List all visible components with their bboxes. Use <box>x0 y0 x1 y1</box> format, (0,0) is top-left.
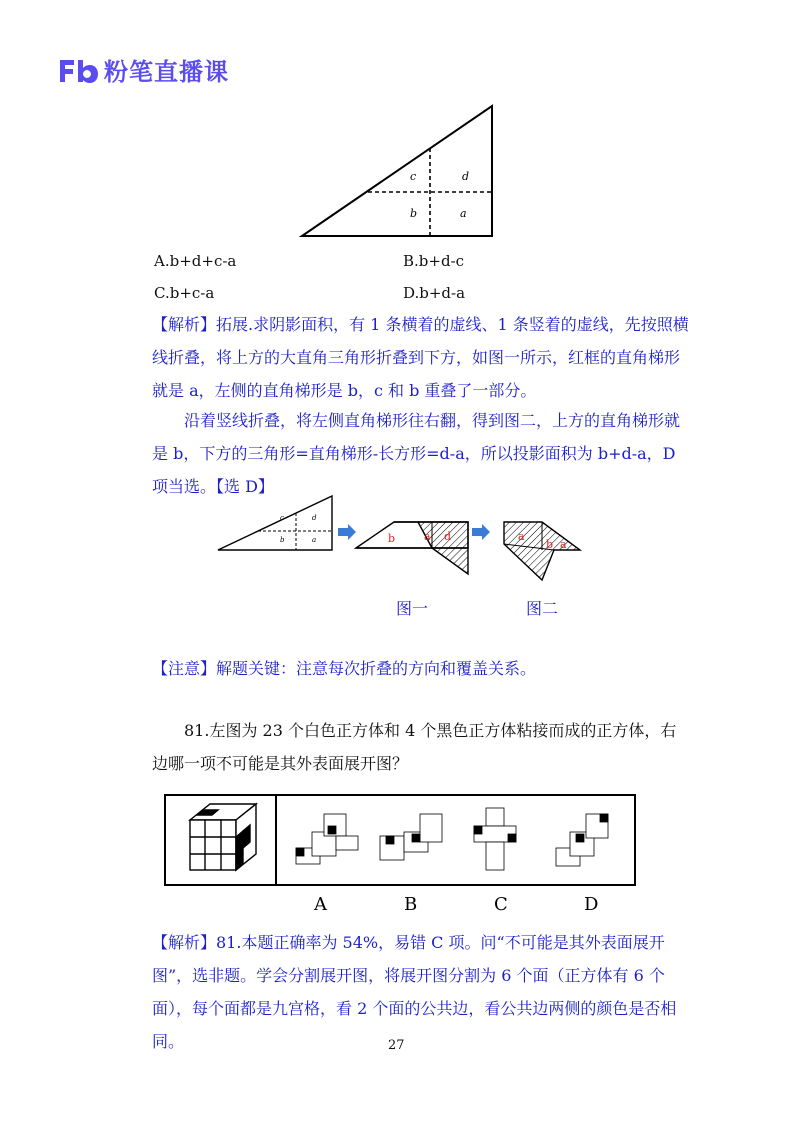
option-a: A.b+d+c-a <box>154 252 237 270</box>
net-c <box>474 808 516 870</box>
fig1-red-a: a <box>424 530 431 543</box>
fig2-red-b: b <box>546 538 554 551</box>
logo-text: 粉笔直播课 <box>104 58 229 86</box>
option-b: B.b+d-c <box>403 252 465 270</box>
fb-logo-icon <box>56 56 100 84</box>
label-a: a <box>460 207 467 220</box>
fig2-red-a2: a <box>560 538 567 551</box>
caption-figure-two: 图二 <box>526 599 559 618</box>
page-number: 27 <box>388 1038 405 1053</box>
figure-cube-nets <box>164 794 636 918</box>
analysis-paragraph-2: 沿着竖线折叠，将左侧直角梯形往右翻，得到图二，上方的直角梯形就是 b，下方的三角形=直角梯形-长方形=d-a，所以投影面积为 b+d-a，D 项当选。【选 D】 <box>152 411 681 496</box>
small-label-c: c <box>280 514 284 522</box>
brand-logo <box>56 52 229 87</box>
label-d: d <box>462 170 470 183</box>
figure-triangle-abcd <box>296 100 498 240</box>
q81-option-b: B <box>404 894 418 915</box>
q81-option-a: A <box>314 894 327 915</box>
question-81: 81.左图为 23 个白色正方体和 4 个黑色正方体粘接而成的正方体，右边哪一项不可能是其外表面展开图？ <box>152 721 677 773</box>
analysis-q81: 【解析】81.本题正确率为 54%，易错 C 项。问“不可能是其外表面展开图”，选非题。学会分割展开图，将展开图分割为 6 个面（正方体有 6 个面），每个面都是九宫格，看 2 个面的公共边，看公共边两侧的颜色是否相同。 <box>152 933 677 1051</box>
option-d: D.b+d-a <box>403 284 466 302</box>
caption-figure-one: 图一 <box>396 599 429 618</box>
q81-option-c: C <box>494 894 508 915</box>
q81-option-d: D <box>584 894 599 915</box>
net-b <box>380 814 442 860</box>
figure-folding-sequence <box>214 492 594 582</box>
small-label-a: a <box>312 536 317 544</box>
fig2-red-a: a <box>518 530 525 543</box>
fig1-red-d: d <box>444 530 452 543</box>
cube-icon <box>190 804 256 870</box>
net-a <box>296 814 358 864</box>
arrow-right-icon <box>472 524 490 540</box>
fig1-red-b: b <box>388 532 396 545</box>
label-c: c <box>410 170 417 183</box>
note-text: 【注意】解题关键：注意每次折叠的方向和覆盖关系。 <box>152 659 537 678</box>
label-b: b <box>410 207 418 220</box>
option-c: C.b+c-a <box>154 284 215 302</box>
small-label-d: d <box>312 514 317 522</box>
analysis-paragraph-1: 【解析】拓展.求阴影面积，有 1 条横着的虚线、1 条竖着的虚线，先按照横线折叠，将上方的大直角三角形折叠到下方，如图一所示，红框的直角梯形就是 a，左侧的直角梯形是 b，c 和 b 重叠了一部分。 <box>152 315 689 400</box>
net-d <box>556 814 608 866</box>
small-label-b: b <box>280 536 285 544</box>
arrow-right-icon <box>338 524 356 540</box>
